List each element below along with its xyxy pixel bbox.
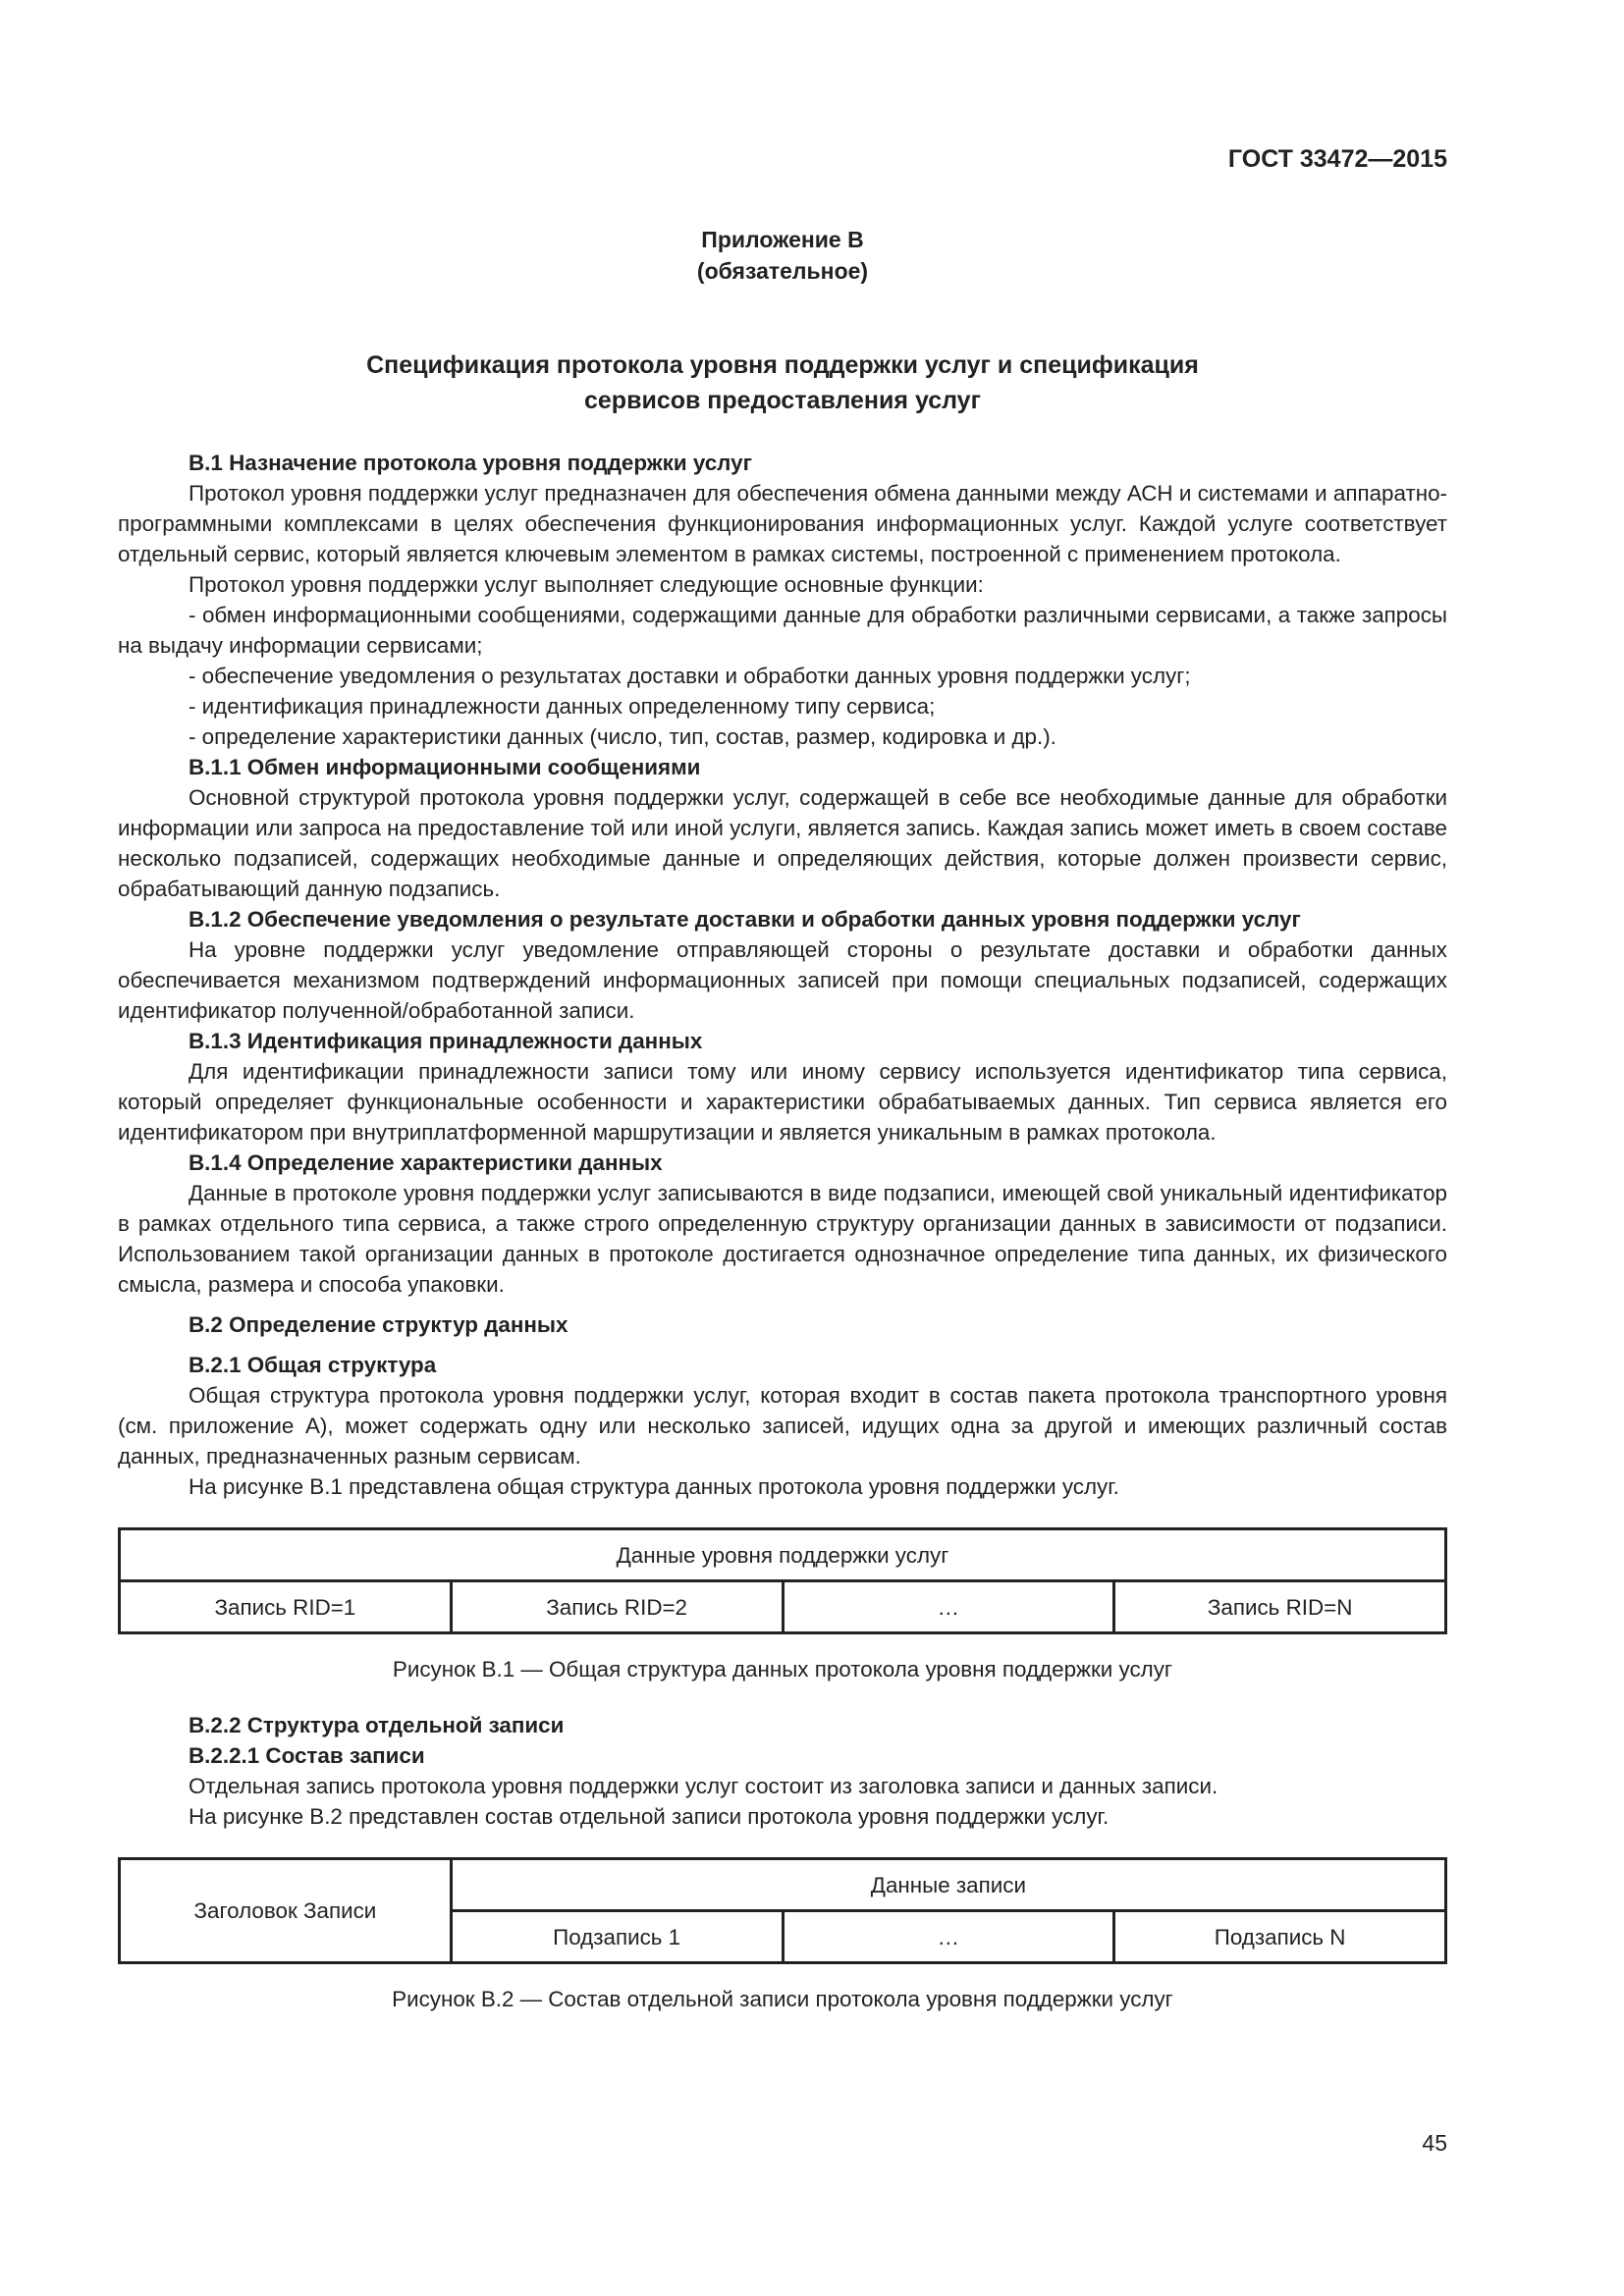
annex-label: Приложение В (701, 227, 864, 252)
section-heading-b14: В.1.4 Определение характеристики данных (189, 1150, 663, 1175)
figure-b1-record-n: Запись RID=N (1114, 1581, 1446, 1633)
section-heading-b12: В.1.2 Обеспечение уведомления о результате доставки и обработки данных уровня поддержки услуг (189, 907, 1301, 932)
figure-b1-record-1: Запись RID=1 (120, 1581, 452, 1633)
figure-b1 (118, 1527, 1447, 1684)
paragraph: На рисунке В.1 представлена общая структура данных протокола уровня поддержки услуг. (189, 1474, 1119, 1499)
paragraph: Данные в протоколе уровня поддержки услуг записываются в виде подзаписи, имеющей свой уникальный идентификатор в рамках отдельного типа сервиса, а также строго определенную структуру организации данных в зависимости от подзаписи. Использованием такой организации данных в протоколе достигается однозначное определение типа данных, их физического смысла, размера и способа упаковки. (118, 1181, 1447, 1297)
page-number: 45 (1422, 2130, 1447, 2156)
figure-b2-data-cell: Данные записи (451, 1859, 1445, 1911)
figure-b2-ellipsis: … (783, 1911, 1114, 1963)
figure-b1-caption: Рисунок В.1 — Общая структура данных протокола уровня поддержки услуг (392, 1657, 1173, 1682)
list-item: - идентификация принадлежности данных определенному типу сервиса; (189, 694, 936, 719)
section-heading-b22: В.2.2 Структура отдельной записи (189, 1713, 565, 1737)
paragraph: Для идентификации принадлежности записи тому или иному сервису используется идентификатор типа сервиса, который определяет функциональные особенности и характеристики обрабатываемых данных. Тип сервиса является его идентификатором при внутриплатформенной маршрутизации и является уникальным в рамках протокола. (118, 1059, 1447, 1145)
paragraph: На уровне поддержки услуг уведомление отправляющей стороны о результате доставки и обработки данных обеспечивается механизмом подтверждений информационных записей при помощи специальных подзаписей, содержащих идентификатор полученной/обработанной записи. (118, 937, 1447, 1023)
annex-title-line-2: сервисов предоставления услуг (584, 387, 981, 414)
section-heading-b1: В.1 Назначение протокола уровня поддержки услуг (189, 451, 752, 475)
standard-header: ГОСТ 33472—2015 (1227, 145, 1447, 173)
paragraph: Протокол уровня поддержки услуг выполняет следующие основные функции: (189, 572, 984, 597)
paragraph: Протокол уровня поддержки услуг предназначен для обеспечения обмена данными между АСН и системами и аппаратно-программными комплексами в целях обеспечения функционирования информационных услуг. Каждой услуге соответствует отдельный сервис, который является ключевым элементом в рамках системы, построенной с применением протокола. (118, 481, 1447, 566)
figure-b1-table (118, 1527, 1447, 1634)
list-item: - обеспечение уведомления о результатах доставки и обработки данных уровня поддержки услуг; (189, 664, 1191, 688)
figure-b2-caption: Рисунок В.2 — Состав отдельной записи протокола уровня поддержки услуг (392, 1987, 1173, 2011)
paragraph: На рисунке В.2 представлен состав отдельной записи протокола уровня поддержки услуг. (189, 1804, 1110, 1829)
list-item: - определение характеристики данных (число, тип, состав, размер, кодировка и др.). (189, 724, 1056, 749)
figure-b2-header-cell: Заголовок Записи (120, 1859, 452, 1963)
section-heading-b21: В.2.1 Общая структура (189, 1353, 437, 1377)
annex-status: (обязательное) (696, 258, 869, 284)
figure-b2-subrecord-n: Подзапись N (1114, 1911, 1446, 1963)
annex-title (0, 347, 1565, 418)
annex-title-line-1: Спецификация протокола уровня поддержки услуг и спецификация (366, 351, 1199, 379)
figure-b2 (118, 1857, 1447, 2014)
section-heading-b221: В.2.2.1 Состав записи (189, 1743, 425, 1768)
section-heading-b2: В.2 Определение структур данных (189, 1312, 568, 1337)
figure-b1-ellipsis: … (783, 1581, 1114, 1633)
figure-b2-subrecord-1: Подзапись 1 (451, 1911, 783, 1963)
figure-b2-table (118, 1857, 1447, 1964)
figure-b1-top-cell: Данные уровня поддержки услуг (120, 1529, 1446, 1581)
list-item: - обмен информационными сообщениями, содержащими данные для обработки различными сервисами, а также запросы на выдачу информации сервисами; (118, 603, 1447, 658)
paragraph: Общая структура протокола уровня поддержки услуг, которая входит в состав пакета протокола транспортного уровня (см. приложение А), может содержать одну или несколько записей, идущих одна за другой и имеющих различный состав данных, предназначенных разным сервисам. (118, 1383, 1447, 1468)
section-heading-b11: В.1.1 Обмен информационными сообщениями (189, 755, 701, 779)
annex-heading (0, 224, 1565, 287)
document-body (118, 448, 1447, 2040)
paragraph: Основной структурой протокола уровня поддержки услуг, содержащей в себе все необходимые данные для обработки информации или запроса на предоставление той или иной услуги, является запись. Каждая запись может иметь в своем составе несколько подзаписей, содержащих необходимые данные и определяющих действия, которые должен произвести сервис, обрабатывающий данную подзапись. (118, 785, 1447, 901)
figure-b1-record-2: Запись RID=2 (451, 1581, 783, 1633)
section-heading-b13: В.1.3 Идентификация принадлежности данных (189, 1029, 703, 1053)
paragraph: Отдельная запись протокола уровня поддержки услуг состоит из заголовка записи и данных записи. (189, 1774, 1218, 1798)
